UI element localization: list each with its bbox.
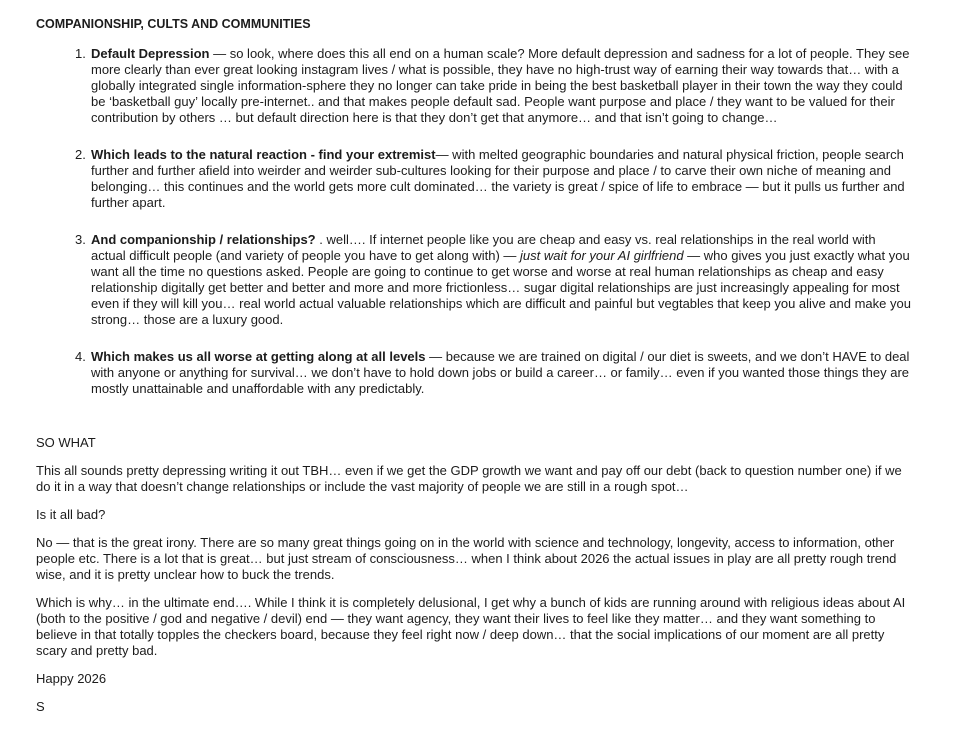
list-item <box>75 147 917 211</box>
list-number: 3. <box>75 232 86 247</box>
list-item <box>75 232 917 328</box>
point-body: — so look, where does this all end on a human scale? More default depression and sadness for a lot of people. They see more clearly than ever great looking instagram lives / what is possible, they have no high-trust way of earning their way towards that… with a globally integrated single information-sphere they no longer can take pride in being the best basketball player in their town the way they could be ‘basketball guy’ locally pre-internet.. and that makes people default sad. People want purpose and place / they want to be valued for their contribution by others … but default direction here is that they don’t get that anymore… and that isn’t going to change… <box>91 46 910 125</box>
point-lead: Which leads to the natural reaction - find your extremist <box>91 147 436 162</box>
point-body: — with melted geographic boundaries and natural physical friction, people search further and further afield into weirder and weirder sub-cultures looking for their purpose and place / to carve their own niche of meaning and belonging… this continues and the world gets more cult dominated… the variety is great / spice of life to embrace — but it pulls us further and further apart. <box>91 147 905 210</box>
point-body-continued: — who gives you just exactly what you want all the time no questions asked. People are going to continue to get worse and worse at real human relationships as cheap and easy relationship digitally get better and better and more and more frictionless… sugar digital relationships are just increasingly appealing for most even if they will kill you… real world actual valuable relationships which are difficult and painful but vegtables that keep you alive and make you strong… those are a luxury good. <box>91 248 911 327</box>
point-body: — because we are trained on digital / our diet is sweets, and we don’t HAVE to deal with anyone or anything for survival… we don’t have to hold down jobs or build a career… or family… even if you wanted those things they are mostly unattainable and unaffordable with any predictably. <box>91 349 910 396</box>
point-body: . well…. If internet people like you are cheap and easy vs. real relationships in the real world with actual difficult people (and variety of people you have to get along with) — <box>91 232 876 263</box>
point-emphasis: just wait for your AI girlfriend <box>520 248 684 263</box>
point-lead: And companionship / relationships? <box>91 232 316 247</box>
paragraph: This all sounds pretty depressing writing it out TBH… even if we get the GDP growth we want and pay off our debt (back to question number one) if we do it in a way that doesn’t change relationships or include the vast majority of people we are still in a rough spot… <box>36 463 902 494</box>
list-item <box>75 349 917 397</box>
paragraph: Which is why… in the ultimate end…. While I think it is completely delusional, I get why a bunch of kids are running around with religious ideas about AI (both to the positive / god and negative / devil) end — they want agency, they want their lives to feel like they matter… and they want something to believe in that totally topples the checkers board, because they feel right now / deep down… that the social implications of our moment are all pretty scary and pretty bad. <box>36 595 906 658</box>
sign-off: Happy 2026 <box>36 671 107 686</box>
signature-initial: S <box>36 699 45 714</box>
point-lead: Which makes us all worse at getting along at all levels <box>91 349 426 364</box>
paragraph: Is it all bad? <box>36 507 106 522</box>
so-what-heading: SO WHAT <box>36 435 96 450</box>
section-title: COMPANIONSHIP, CULTS AND COMMUNITIES <box>36 17 311 31</box>
list-item <box>75 46 917 126</box>
numbered-list <box>36 46 917 397</box>
list-number: 2. <box>75 147 86 162</box>
point-lead: Default Depression <box>91 46 210 61</box>
list-number: 4. <box>75 349 86 364</box>
paragraph: No — that is the great irony. There are so many great things going on in the world with science and technology, longevity, access to information, other people etc. There is a lot that is great… but just stream of consciousness… when I think about 2026 the actual issues in play are all pretty rough trend wise, and it is pretty unclear how to buck the trends. <box>36 535 897 582</box>
list-number: 1. <box>75 46 86 61</box>
